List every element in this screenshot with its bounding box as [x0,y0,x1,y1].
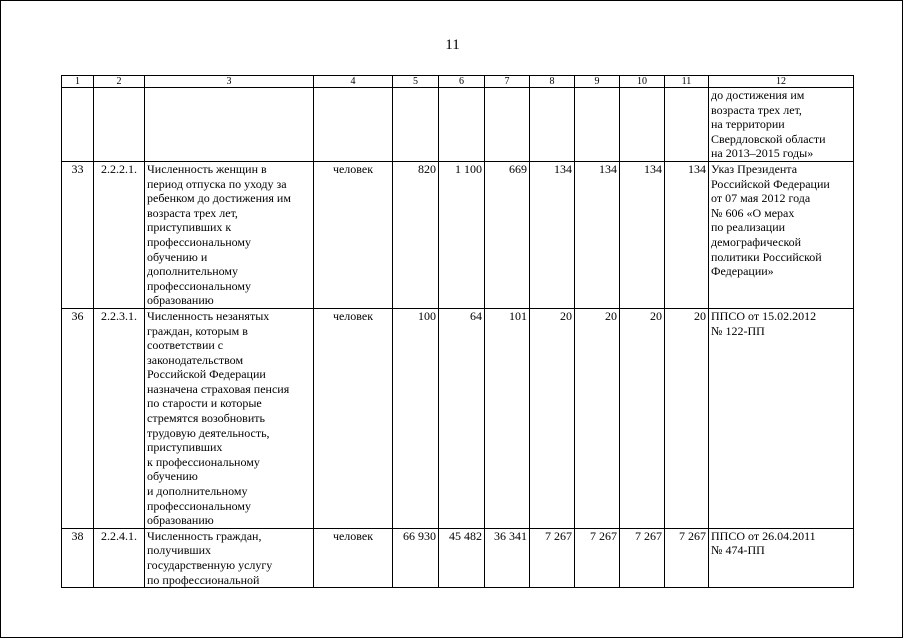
indicator-name-cell: Численность женщин в период отпуска по уходу за ребенком до достижения им возраста трех лет, приступивших к профессиональному обучению и дополнительному профессиональному образованию [145,161,314,308]
value-cell: 7 267 [620,528,665,587]
indicators-table [61,75,854,588]
value-cell: 45 482 [439,528,485,587]
value-cell: 134 [620,161,665,308]
row-number-cell [62,88,94,162]
column-header: 10 [620,76,665,88]
column-header: 9 [575,76,620,88]
row-number-cell: 33 [62,161,94,308]
value-cell: 20 [530,308,575,528]
row-code-cell: 2.2.3.1. [94,308,145,528]
value-cell: 669 [485,161,530,308]
unit-cell: человек [314,161,393,308]
column-header: 7 [485,76,530,88]
column-header: 8 [530,76,575,88]
value-cell: 20 [620,308,665,528]
value-cell: 7 267 [575,528,620,587]
value-cell: 820 [393,161,439,308]
value-cell: 1 100 [439,161,485,308]
value-cell [439,88,485,162]
value-cell [620,88,665,162]
value-cell: 66 930 [393,528,439,587]
value-cell: 20 [665,308,709,528]
value-cell: 134 [665,161,709,308]
column-header: 1 [62,76,94,88]
value-cell: 7 267 [665,528,709,587]
column-header: 12 [709,76,854,88]
table-row [62,161,854,308]
unit-cell: человек [314,528,393,587]
row-number-cell: 38 [62,528,94,587]
value-cell: 20 [575,308,620,528]
value-cell: 100 [393,308,439,528]
legal-basis-cell: ППСО от 15.02.2012 № 122-ПП [709,308,854,528]
column-header: 4 [314,76,393,88]
column-header: 6 [439,76,485,88]
value-cell [485,88,530,162]
value-cell: 134 [530,161,575,308]
column-header: 11 [665,76,709,88]
row-code-cell: 2.2.4.1. [94,528,145,587]
table-row [62,528,854,587]
column-header: 3 [145,76,314,88]
value-cell [530,88,575,162]
table-row [62,88,854,162]
value-cell [393,88,439,162]
value-cell: 7 267 [530,528,575,587]
value-cell: 101 [485,308,530,528]
legal-basis-cell: Указ Президента Российской Федерации от 07 мая 2012 года № 606 «О мерах по реализации демографической политики Российской Федерации» [709,161,854,308]
column-header: 2 [94,76,145,88]
value-cell [575,88,620,162]
indicator-name-cell [145,88,314,162]
row-code-cell [94,88,145,162]
value-cell: 36 341 [485,528,530,587]
indicator-name-cell: Численность граждан, получивших государственную услугу по профессиональной [145,528,314,587]
legal-basis-cell: ППСО от 26.04.2011 № 474-ПП [709,528,854,587]
column-header: 5 [393,76,439,88]
value-cell: 134 [575,161,620,308]
unit-cell [314,88,393,162]
legal-basis-cell: до достижения им возраста трех лет, на территории Свердловской области на 2013–2015 годы» [709,88,854,162]
table-row [62,308,854,528]
page-number: 11 [445,37,460,53]
value-cell [665,88,709,162]
unit-cell: человек [314,308,393,528]
row-number-cell: 36 [62,308,94,528]
row-code-cell: 2.2.2.1. [94,161,145,308]
value-cell: 64 [439,308,485,528]
column-number-row [62,76,854,88]
indicator-name-cell: Численность незанятых граждан, которым в соответствии с законодательством Российской Федерации назначена страховая пенсия по старости и которые стремятся возобновить трудовую деятельность, приступивших к профессиональному обучению и дополнительному профессиональному образованию [145,308,314,528]
